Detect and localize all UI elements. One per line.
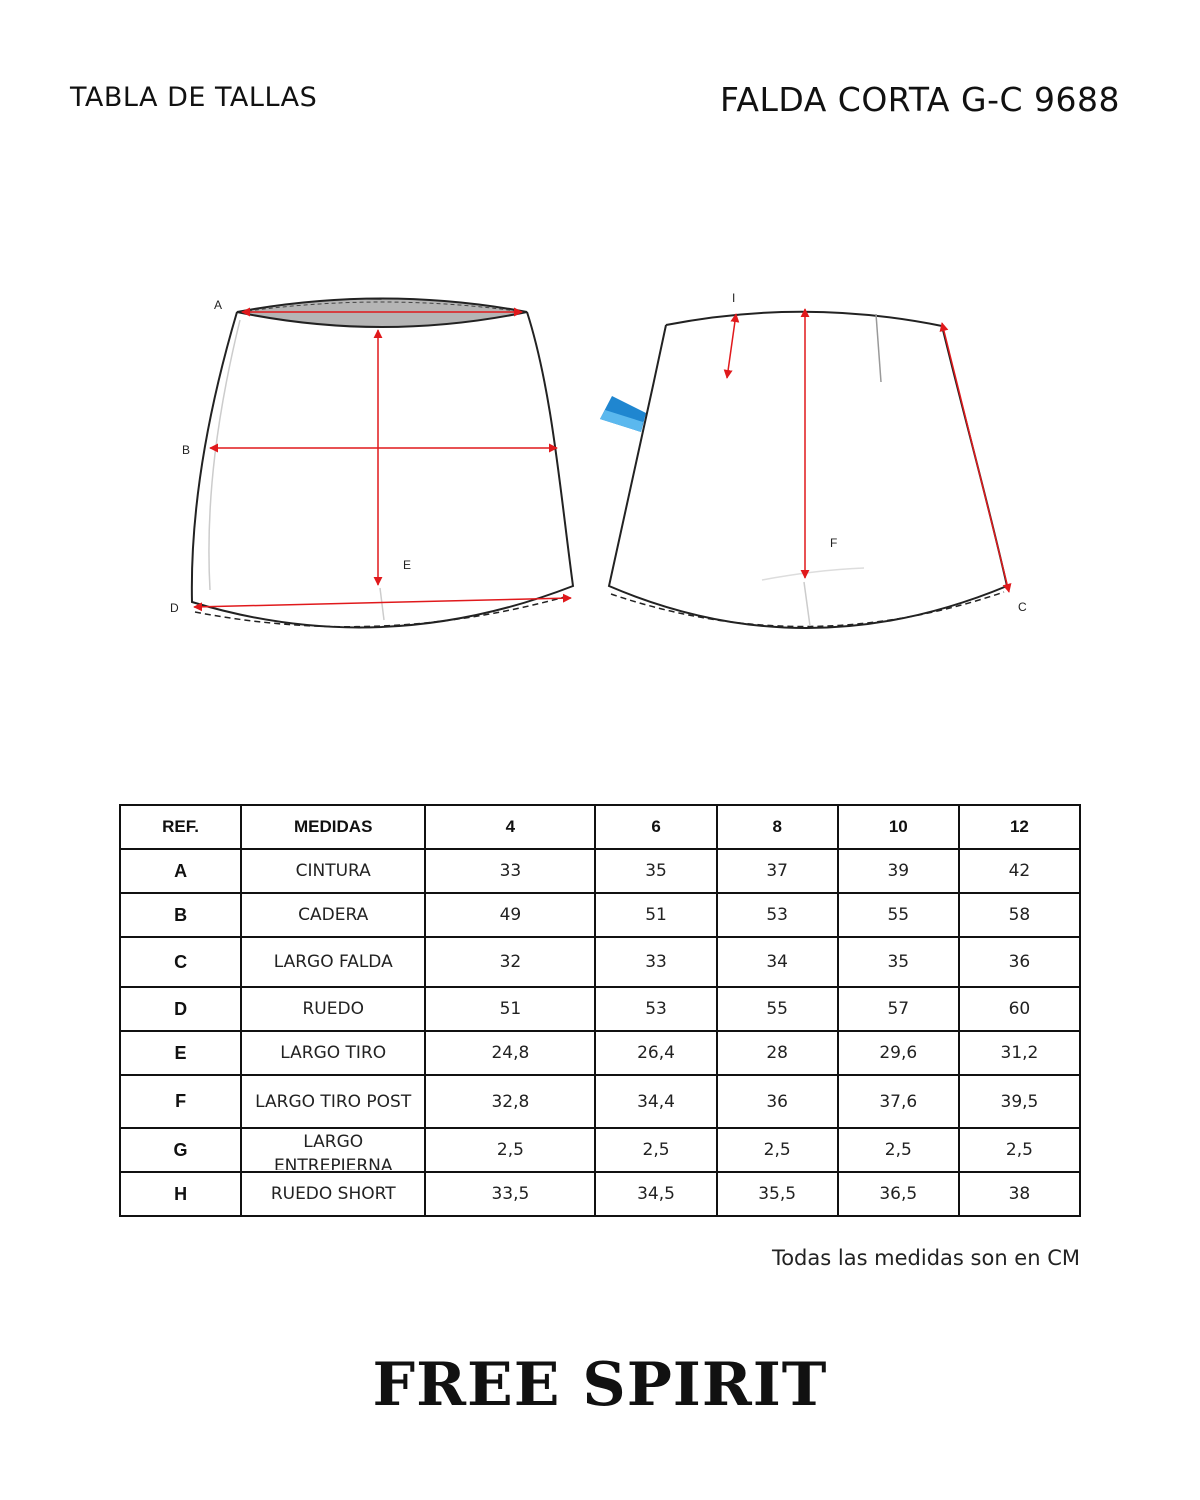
cell-value: 35: [595, 849, 716, 893]
size-table: [119, 804, 1081, 1217]
cell-value: 26,4: [595, 1031, 716, 1075]
product-title: FALDA CORTA G-C 9688: [719, 80, 1120, 119]
row-measure: LARGO FALDA: [241, 937, 425, 987]
cell-value: 34,4: [595, 1075, 716, 1128]
row-ref: G: [120, 1128, 241, 1172]
row-ref: B: [120, 893, 241, 937]
cell-value: 34,5: [595, 1172, 716, 1216]
cell-value: 37,6: [838, 1075, 959, 1128]
row-measure: [241, 1128, 425, 1172]
cell-value: 34: [717, 937, 838, 987]
row-measure: LARGO TIRO POST: [241, 1075, 425, 1128]
brand-logo: FREE SPIRIT: [372, 1350, 828, 1420]
cell-value: 2,5: [595, 1128, 716, 1172]
table-row: [120, 1075, 1080, 1128]
table-header-row: [120, 805, 1080, 849]
table-row: [120, 987, 1080, 1031]
table-row: [120, 937, 1080, 987]
cell-value: 35: [838, 937, 959, 987]
label-e: E: [403, 558, 412, 572]
cell-value: 29,6: [838, 1031, 959, 1075]
cell-value: 33,5: [425, 1172, 595, 1216]
header-size-6: 6: [595, 805, 716, 849]
header-size-12: 12: [959, 805, 1080, 849]
cell-value: 53: [595, 987, 716, 1031]
cell-value: 36: [959, 937, 1080, 987]
row-ref: C: [120, 937, 241, 987]
table-row: [120, 1031, 1080, 1075]
row-ref: H: [120, 1172, 241, 1216]
row-measure: CADERA: [241, 893, 425, 937]
cell-value: 42: [959, 849, 1080, 893]
cell-value: 55: [717, 987, 838, 1031]
cell-value: 24,8: [425, 1031, 595, 1075]
page-title: TABLA DE TALLAS: [70, 82, 318, 113]
cell-value: 32,8: [425, 1075, 595, 1128]
cell-value: 51: [425, 987, 595, 1031]
cell-value: 39,5: [959, 1075, 1080, 1128]
cell-value: 58: [959, 893, 1080, 937]
back-outline: [609, 312, 1007, 628]
cell-value: 33: [425, 849, 595, 893]
row-ref: E: [120, 1031, 241, 1075]
header-size-10: 10: [838, 805, 959, 849]
label-f: F: [830, 536, 838, 550]
row-measure: CINTURA: [241, 849, 425, 893]
cell-value: 31,2: [959, 1031, 1080, 1075]
cell-value: 35,5: [717, 1172, 838, 1216]
table-row: [120, 893, 1080, 937]
row-measure: RUEDO SHORT: [241, 1172, 425, 1216]
front-outline: [192, 312, 573, 627]
cell-value: 37: [717, 849, 838, 893]
cell-value: 33: [595, 937, 716, 987]
row-measure-text: LARGO ENTREPIERNA: [273, 1132, 393, 1170]
row-measure: LARGO TIRO: [241, 1031, 425, 1075]
header-size-4: 4: [425, 805, 595, 849]
table-row: [120, 1172, 1080, 1216]
cell-value: 51: [595, 893, 716, 937]
cell-value: 32: [425, 937, 595, 987]
header-medidas: MEDIDAS: [241, 805, 425, 849]
cell-value: 2,5: [838, 1128, 959, 1172]
table-row: [120, 849, 1080, 893]
cell-value: 57: [838, 987, 959, 1031]
header-size-8: 8: [717, 805, 838, 849]
label-b: B: [182, 443, 191, 457]
label-a: A: [214, 298, 223, 312]
cell-value: 2,5: [425, 1128, 595, 1172]
cell-value: 2,5: [959, 1128, 1080, 1172]
cell-value: 49: [425, 893, 595, 937]
cell-value: 28: [717, 1031, 838, 1075]
cell-value: 36,5: [838, 1172, 959, 1216]
skirt-diagram: [0, 270, 1200, 670]
cell-value: 53: [717, 893, 838, 937]
table-row: [120, 1128, 1080, 1172]
row-ref: D: [120, 987, 241, 1031]
row-ref: F: [120, 1075, 241, 1128]
header-ref: REF.: [120, 805, 241, 849]
cell-value: 39: [838, 849, 959, 893]
units-note: Todas las medidas son en CM: [771, 1246, 1080, 1270]
label-d: D: [170, 601, 179, 615]
arrow-c: [942, 323, 1009, 592]
arrow-i: [727, 314, 736, 378]
row-measure: RUEDO: [241, 987, 425, 1031]
cell-value: 2,5: [717, 1128, 838, 1172]
back-view: [600, 291, 1027, 628]
cell-value: 36: [717, 1075, 838, 1128]
cell-value: 60: [959, 987, 1080, 1031]
front-view: [170, 298, 573, 627]
cell-value: 55: [838, 893, 959, 937]
cell-value: 38: [959, 1172, 1080, 1216]
label-i: I: [732, 291, 736, 305]
label-c: C: [1018, 600, 1027, 614]
row-ref: A: [120, 849, 241, 893]
